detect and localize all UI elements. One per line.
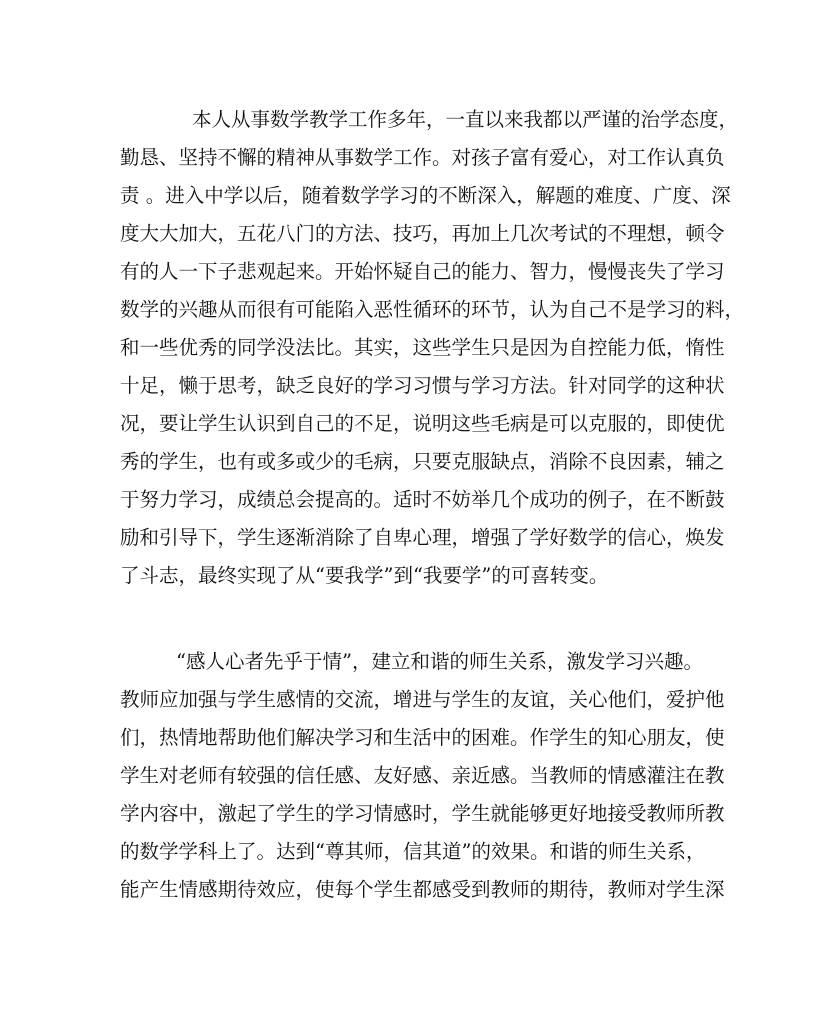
text-line: 励和引导下，学生逐渐消除了自卑心理，增强了学好数学的信心，焕发 xyxy=(120,526,725,549)
text-line: 和一些优秀的同学没法比。其实，这些学生只是因为自控能力低，惰性 xyxy=(120,336,725,359)
text-line: 数学的兴趣从而很有可能陷入恶性循环的环节，认为自己不是学习的料， xyxy=(120,298,745,321)
paragraph-2 xyxy=(120,643,725,909)
text-line: “感人心者先乎于情”，建立和谐的师生关系，激发学习兴趣。 xyxy=(176,650,703,673)
paragraph-1 xyxy=(120,101,745,595)
text-line: 了斗志，最终实现了从“要我学”到“我要学”的可喜转变。 xyxy=(120,564,609,587)
text-line: 们，热情地帮助他们解决学习和生活中的困难。作学生的知心朋友，使 xyxy=(120,726,725,749)
text-line: 学内容中，激起了学生的学习情感时，学生就能够更好地接受教师所教 xyxy=(120,802,725,825)
text-line: 秀的学生，也有或多或少的毛病，只要克服缺点，消除不良因素，辅之 xyxy=(120,450,725,473)
text-line: 学生对老师有较强的信任感、友好感、亲近感。当教师的情感灌注在教 xyxy=(120,764,725,787)
text-line: 于努力学习，成绩总会提高的。适时不妨举几个成功的例子，在不断鼓 xyxy=(120,488,725,511)
text-line: 有的人一下子悲观起来。开始怀疑自己的能力、智力，慢慢丧失了学习 xyxy=(120,260,725,283)
text-line: 责 。进入中学以后，随着数学学习的不断深入，解题的难度、广度、深 xyxy=(120,184,731,207)
text-line: 况，要让学生认识到自己的不足，说明这些毛病是可以克服的，即使优 xyxy=(120,412,725,435)
text-line: 能产生情感期待效应，使每个学生都感受到教师的期待，教师对学生深 xyxy=(120,878,725,901)
text-line: 教师应加强与学生感情的交流，增进与学生的友谊，关心他们，爱护他 xyxy=(120,688,725,711)
text-line: 的数学学科上了。达到“尊其师，信其道”的效果。和谐的师生关系， xyxy=(120,840,706,863)
text-line: 度大大加大，五花八门的方法、技巧，再加上几次考试的不理想，顿令 xyxy=(120,222,725,245)
text-line: 本人从事数学教学工作多年，一直以来我都以严谨的治学态度， xyxy=(192,108,739,131)
text-line: 十足，懒于思考，缺乏良好的学习习惯与学习方法。针对同学的这种状 xyxy=(120,374,725,397)
text-line: 勤恳、坚持不懈的精神从事数学工作。对孩子富有爱心，对工作认真负 xyxy=(120,146,725,169)
